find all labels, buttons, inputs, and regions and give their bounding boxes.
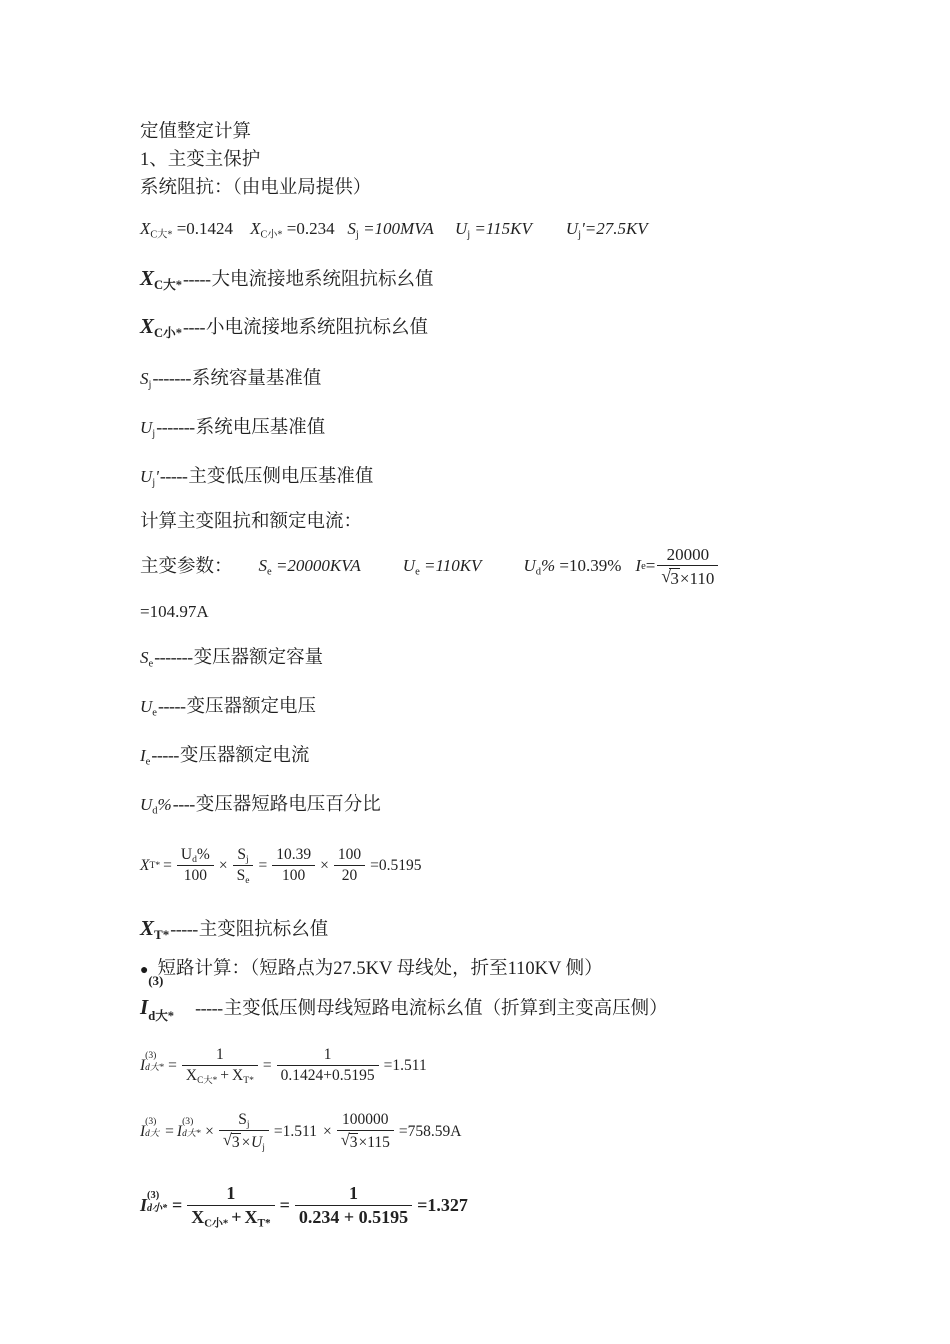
def-uj-prime-description: 主变低压侧电压基准值 — [188, 466, 374, 487]
iddaamp-den2-rest: ×115 — [358, 1133, 390, 1151]
def-xc-xiao-subscript: C小* — [154, 325, 183, 340]
ie-result: =104.97A — [140, 601, 209, 621]
idxiao-f1-denominator — [187, 1206, 274, 1228]
uj-subscript: j — [467, 229, 471, 241]
xt-se-symbol: S — [236, 867, 246, 885]
def-ud-subscript: d — [152, 805, 158, 817]
definition-ie — [140, 741, 860, 767]
iddaamp-fraction-2 — [337, 1111, 394, 1152]
idda-result: =1.511 — [383, 1056, 427, 1074]
iddaamp-result: =758.59A — [398, 1122, 462, 1140]
def-uj-prime-mark: ' — [155, 466, 159, 486]
document-content — [140, 118, 860, 1228]
idxiao-fraction-2 — [295, 1183, 412, 1227]
iddaamp-den-subscript: j — [262, 1141, 265, 1153]
xt-result: =0.5195 — [370, 857, 422, 875]
def-xt-dashes: ----- — [170, 919, 198, 940]
iddaamp-sqrt2-radicand: 3 — [349, 1133, 358, 1151]
xt-fraction-num2 — [334, 846, 365, 885]
idxiao-fraction-1 — [187, 1183, 274, 1230]
system-impedance-label: 系统阻抗：（由电业局提供） — [140, 178, 372, 198]
se-value: =20000KVA — [275, 556, 361, 576]
definition-xc-xiao — [140, 313, 860, 339]
document-title: 定值整定计算 — [140, 122, 252, 142]
def-ie-symbol: I — [140, 746, 146, 766]
xt-ud-numerator — [177, 846, 214, 866]
xt-ud-denominator: 100 — [183, 867, 207, 885]
def-id-da-subscript: d大* — [148, 1009, 175, 1024]
ie-symbol: I — [635, 556, 642, 576]
xt-fraction-sj-se — [233, 846, 254, 885]
se-symbol: S — [258, 556, 268, 576]
def-ue-symbol: U — [140, 697, 153, 717]
iddaamp-sj-subscript: j — [246, 1118, 250, 1130]
definition-sj — [140, 364, 860, 390]
def-id-da-description: 主变低压侧母线短路电流标幺值（折算到主变高压侧） — [223, 999, 668, 1020]
ie-numerator: 20000 — [657, 545, 718, 567]
def-se-subscript: e — [148, 658, 154, 670]
def-uj-symbol: U — [140, 417, 153, 437]
iddaamp-f1-numerator — [219, 1111, 269, 1131]
idda-fraction-1 — [182, 1046, 258, 1085]
uj-prime-symbol: U — [565, 219, 579, 238]
iddaamp-times-2: × — [322, 1122, 332, 1140]
idda-f2-denominator: 0.1424+0.5195 — [280, 1066, 375, 1084]
short-circuit-heading-text: 短路计算：（短路点为27.5KV 母线处，折至110KV 侧） — [157, 959, 603, 980]
iddaamp-f2-denominator — [337, 1131, 394, 1152]
ue-symbol: U — [402, 556, 416, 576]
def-sj-description: 系统容量基准值 — [191, 368, 322, 389]
idxiao-den-xc-symbol: X — [191, 1207, 205, 1228]
def-xc-xiao-description: 小电流接地系统阻抗标幺值 — [206, 317, 429, 338]
idda-den-xc-subscript: C大* — [197, 1075, 218, 1086]
def-xt-subscript: T* — [154, 927, 170, 943]
params-line: 主变参数： $S_e =20000KVA$ $U_e =110KV$ $U_d\% =10.39\%$ I e = 20000 √ 3×110 — [140, 545, 860, 589]
iddaamp-rhs-symbol: I — [176, 1122, 183, 1140]
xt-num2-bottom: 20 — [341, 867, 358, 885]
xt-num1-top: 10.39 — [272, 846, 315, 866]
params-label: 主变参数： — [140, 556, 233, 577]
def-se-dashes: ------- — [154, 647, 193, 668]
idda-eq-2: = — [262, 1056, 272, 1074]
definition-xc-da — [140, 265, 860, 291]
idda-f2-numerator: 1 — [277, 1046, 379, 1066]
def-ue-description: 变压器额定电压 — [186, 697, 316, 718]
def-sj-subscript: j — [148, 379, 152, 391]
def-ie-dashes: ----- — [151, 745, 179, 766]
def-uj-dashes: ------- — [156, 416, 195, 437]
ie-den-rest: ×110 — [679, 569, 715, 589]
xc-xiao-subscript: C小* — [260, 229, 283, 241]
idda-f1-denominator — [182, 1066, 258, 1085]
section-1-heading: 1、主变主保护 — [140, 150, 261, 170]
def-id-da-dashes: ----- — [195, 998, 223, 1019]
idda-den-xc-symbol: X — [185, 1066, 198, 1084]
def-uj-prime-symbol: U — [140, 466, 153, 486]
xt-num2-top: 100 — [334, 846, 365, 866]
idxiao-lhs-symbol: I — [140, 1194, 148, 1215]
iddaamp-fraction-1 — [219, 1111, 269, 1152]
xt-lhs-symbol: X — [140, 857, 150, 875]
xt-times-1: × — [218, 857, 228, 875]
xt-fraction-num1 — [272, 846, 315, 885]
idda-den-plus: + — [220, 1066, 230, 1084]
def-xt-description: 主变阻抗标幺值 — [198, 920, 329, 941]
xt-num1-bottom: 100 — [282, 867, 306, 885]
idxiao-f1-numerator: 1 — [187, 1183, 274, 1206]
definition-xt — [140, 915, 860, 941]
xt-ud-subscript: d — [192, 854, 197, 866]
idxiao-eq-2: = — [279, 1194, 290, 1215]
xc-da-subscript: C大* — [150, 229, 173, 241]
def-ue-subscript: e — [152, 707, 157, 719]
xt-sj-subscript: j — [245, 854, 249, 866]
xc-xiao-value: =0.234 — [286, 219, 335, 238]
uj-value: =115KV — [474, 219, 532, 238]
calc-heading: 计算主变阻抗和额定电流： — [140, 511, 363, 532]
idxiao-result: =1.327 — [417, 1194, 468, 1215]
def-ud-pct-sign: % — [157, 795, 172, 815]
iddaamp-den-rest: ×U — [240, 1133, 263, 1151]
def-ud-dashes: ---- — [172, 794, 195, 815]
ie-denominator — [657, 566, 718, 589]
definition-uj — [140, 413, 860, 439]
idxiao-den-xc-subscript: C小* — [204, 1217, 229, 1230]
idxiao-eq-1: = — [172, 1194, 183, 1215]
idda-eq-1: = — [168, 1056, 177, 1074]
ie-sqrt-radicand: 3 — [670, 569, 679, 589]
def-xc-da-subscript: C大* — [154, 277, 183, 292]
formula-id-da-pu: I (3) d大* = $\frac{1}{X_{C大*} + X_{T*}}$ = $\frac{1}{0.1424+0.5195}$ =1.511 — [140, 1046, 860, 1085]
sj-subscript: j — [355, 229, 359, 241]
def-ie-description: 变压器额定电流 — [179, 746, 310, 767]
def-uj-description: 系统电压基准值 — [195, 417, 326, 438]
def-xc-da-dashes: ----- — [183, 268, 211, 289]
uj-prime-value: =27.5KV — [584, 219, 648, 238]
idxiao-den-plus: + — [231, 1207, 242, 1228]
ud-pct-symbol: U — [523, 556, 536, 576]
def-uj-subscript: j — [152, 428, 156, 440]
iddaamp-f2-numerator: 100000 — [337, 1111, 394, 1131]
xt-se-denominator — [233, 866, 254, 885]
xt-fraction-ud — [177, 846, 214, 885]
idxiao-den-xt-symbol: X — [244, 1207, 258, 1228]
iddaamp-times-1: × — [205, 1122, 214, 1140]
xt-ud-symbol: U — [180, 846, 193, 864]
def-se-symbol: S — [140, 648, 149, 668]
iddaamp-lhs-symbol: I — [140, 1122, 146, 1140]
def-xc-xiao-symbol: X — [140, 313, 155, 338]
uj-symbol: U — [454, 219, 468, 238]
formula-xt: X T* = $\frac{U_d\%}{100}$ × $\frac{S_j}{S_e}$ = $\frac{10.39}{100}$ × $\frac{100}{20}$ =0.5195 — [140, 846, 860, 885]
xc-da-value: =0.1424 — [176, 219, 234, 238]
iddaamp-f1-denominator — [219, 1131, 269, 1152]
ud-pct-value: =10.39% — [559, 556, 622, 576]
xt-sj-symbol: S — [237, 846, 246, 864]
ie-fraction — [657, 545, 718, 589]
def-id-da-symbol: I — [140, 995, 149, 1020]
xt-eq-1: = — [163, 857, 172, 875]
iddaamp-sqrt-radicand: 3 — [231, 1133, 240, 1151]
sj-symbol: S — [347, 219, 356, 238]
idda-lhs-symbol: I — [140, 1056, 146, 1074]
def-se-description: 变压器额定容量 — [193, 648, 324, 669]
idda-den-xt-subscript: T* — [243, 1074, 254, 1086]
def-ud-symbol: U — [140, 795, 153, 815]
def-sj-dashes: ------- — [152, 367, 191, 388]
ud-pct-sign: % — [540, 556, 556, 576]
formula-id-da-amp: I (3) d大 = I (3) d大* × $S_j$ √ $3\times U_j$ =1.511 × 100000 √ 3×115 =758.59A — [140, 1111, 860, 1152]
definition-uj-prime — [140, 462, 860, 488]
def-xc-xiao-dashes: ---- — [183, 316, 205, 337]
xc-da-symbol: X — [140, 219, 151, 238]
def-ud-description: 变压器短路电压百分比 — [195, 795, 381, 816]
iddaamp-eq-2: =1.511 — [273, 1122, 317, 1140]
se-subscript: e — [267, 566, 272, 578]
def-ue-dashes: ----- — [157, 696, 186, 717]
idxiao-f2-denominator: 0.234 + 0.5195 — [298, 1207, 409, 1228]
xt-ud-pct: % — [196, 846, 210, 864]
def-xt-symbol: X — [140, 916, 155, 941]
ue-subscript: e — [415, 566, 420, 578]
idxiao-f2-numerator: 1 — [295, 1183, 412, 1206]
def-uj-prime-subscript: j — [152, 477, 156, 489]
iddaamp-sj-symbol: S — [238, 1110, 247, 1128]
formula-id-xiao-pu: I (3) d小* = $\frac{1}{X_{C小*} + X_{T*}}$ = $\frac{1}{0.234 + 0.5195}$ =1.327 — [140, 1183, 860, 1227]
ie-equals: = — [645, 556, 656, 576]
ud-pct-subscript: d — [535, 566, 541, 578]
def-xc-da-symbol: X — [140, 265, 155, 290]
idda-fraction-2 — [277, 1046, 379, 1085]
xt-times-2: × — [320, 857, 329, 875]
ue-value: =110KV — [424, 556, 482, 576]
xt-sj-numerator — [233, 846, 254, 866]
bullet-icon: ● — [140, 963, 149, 979]
xt-eq-2: = — [258, 857, 268, 875]
idxiao-den-xt-subscript: T* — [257, 1217, 271, 1230]
idda-den-xt-symbol: X — [232, 1066, 244, 1084]
sj-value: =100MVA — [363, 219, 434, 238]
definition-ud-pct — [140, 790, 860, 816]
iddaamp-eq-1: = — [165, 1122, 174, 1140]
def-uj-prime-dashes: ----- — [159, 465, 188, 486]
definition-ue — [140, 692, 860, 718]
definition-se — [140, 643, 860, 669]
short-circuit-heading — [140, 954, 860, 980]
def-sj-symbol: S — [140, 368, 149, 388]
uj-prime-mark: ' — [581, 219, 585, 238]
idda-f1-numerator: 1 — [182, 1046, 258, 1066]
def-ie-subscript: e — [145, 756, 151, 768]
xc-xiao-symbol: X — [250, 219, 261, 238]
xt-se-subscript: e — [245, 875, 250, 887]
definition-id-da: I (3) $_{d大*}$ ----- 主变低压侧母线短路电流标幺值（折算到主变高压侧） — [140, 973, 668, 1024]
given-values-line — [140, 220, 860, 239]
uj-prime-subscript: j — [578, 229, 582, 241]
def-xc-da-description: 大电流接地系统阻抗标幺值 — [211, 269, 434, 290]
